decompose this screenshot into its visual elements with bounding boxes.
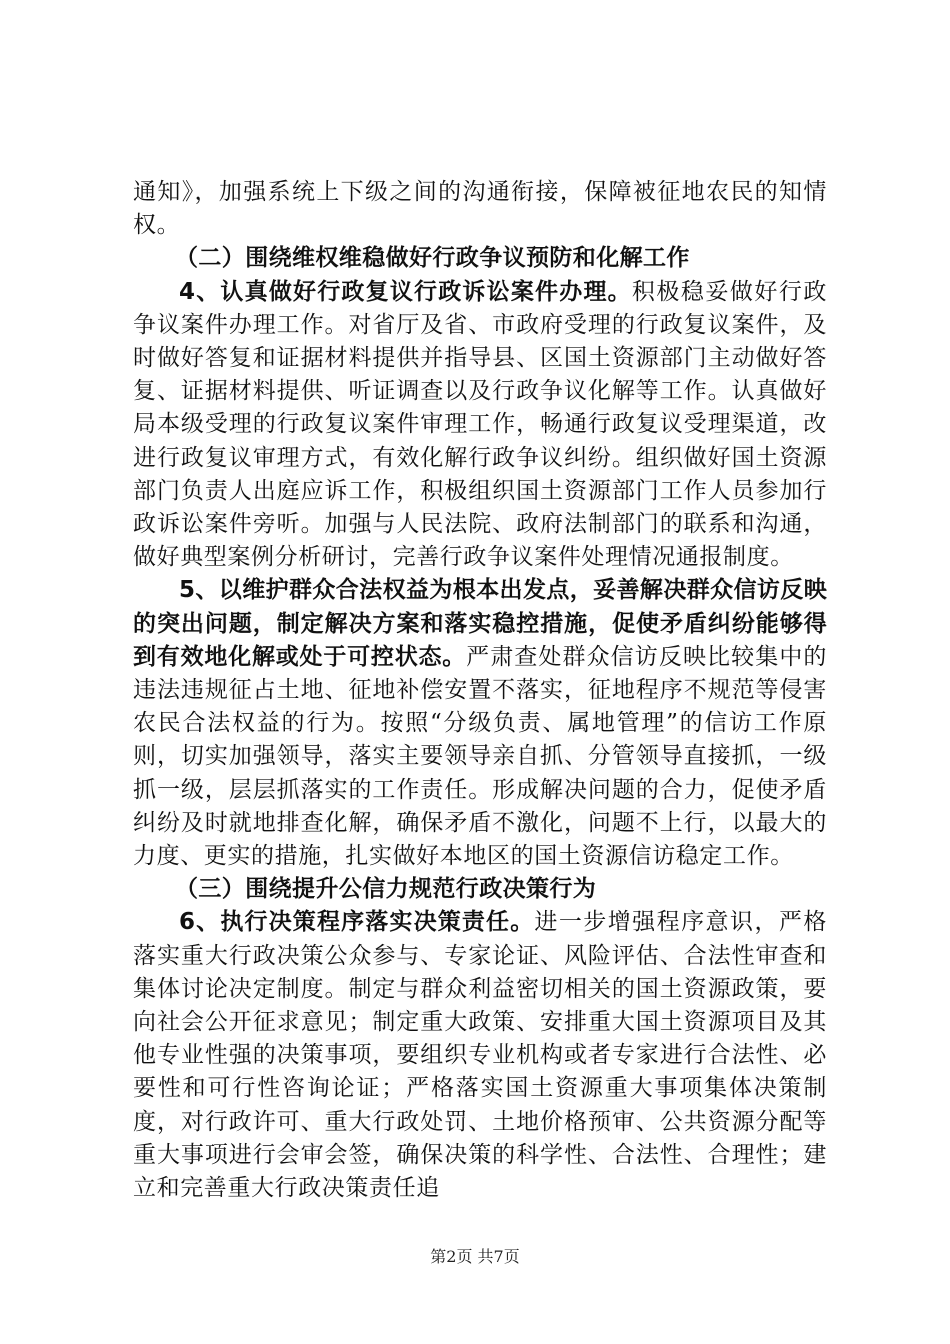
item-4-body: 积极稳妥做好行政争议案件办理工作。对省厅及省、市政府受理的行政复议案件，及时做好答复和证据材料提供并指导县、区国土资源部门主动做好答复、证据材料提供、听证调查以及行政争议化解等工作。认真做好局本级受理的行政复议案件审理工作，畅通行政复议受理渠道，改进行政复议审理方式，有效化解行政争议纠纷。组织做好国土资源部门负责人出庭应诉工作，积极组织国土资源部门工作人员参加行政诉讼案件旁听。加强与人民法院、政府法制部门的联系和沟通，做好典型案例分析研讨，完善行政争议案件处理情况通报制度。 bbox=[133, 278, 827, 571]
item-6-heading: 6、执行决策程序落实决策责任。 bbox=[179, 909, 535, 936]
paragraph-item-6 bbox=[133, 906, 827, 1205]
item-5-heading: 5、以维护群众合法权益为根本出发点，妥善解决群众信访反映的突出问题，制定解决方案和落实稳控措施，促使矛盾纠纷能够得到有效地化解或处于可控状态。 bbox=[133, 577, 827, 670]
page-number-footer: 第2页 共7页 bbox=[430, 1247, 520, 1266]
section-heading-2: （二）围绕维权维稳做好行政争议预防和化解工作 bbox=[175, 245, 690, 272]
item-5-body: 严肃查处群众信访反映比较集中的违法违规征占土地、征地补偿安置不落实，征地程序不规范等侵害农民合法权益的行为。按照“分级负责、属地管理”的信访工作原则，切实加强领导，落实主要领导亲自抓、分管领导直接抓，一级抓一级，层层抓落实的工作责任。形成解决问题的合力，促使矛盾纠纷及时就地排查化解，确保矛盾不激化，问题不上行，以最大的力度、更实的措施，扎实做好本地区的国土资源信访稳定工作。 bbox=[133, 643, 828, 870]
paragraph-item-4 bbox=[133, 276, 827, 575]
section-heading-3: （三）围绕提升公信力规范行政决策行为 bbox=[175, 876, 597, 903]
document-body bbox=[133, 176, 827, 1205]
item-6-body: 进一步增强程序意识，严格落实重大行政决策公众参与、专家论证、风险评估、合法性审查和集体讨论决定制度。制定与群众利益密切相关的国土资源政策，要向社会公开征求意见；制定重大政策、安排重大国土资源项目及其他专业性强的决策事项，要组织专业机构或者专家进行合法性、必要性和可行性咨询论证；严格落实国土资源重大事项集体决策制度，对行政许可、重大行政处罚、土地价格预审、公共资源分配等重大事项进行会审会签，确保决策的科学性、合法性、合理性；建立和完善重大行政决策责任追 bbox=[133, 909, 827, 1202]
paragraph-continuation: 通知》，加强系统上下级之间的沟通衔接，保障被征地农民的知情权。 bbox=[133, 179, 827, 239]
paragraph-item-5 bbox=[133, 574, 827, 873]
item-4-heading: 4、认真做好行政复议行政诉讼案件办理。 bbox=[179, 278, 632, 305]
